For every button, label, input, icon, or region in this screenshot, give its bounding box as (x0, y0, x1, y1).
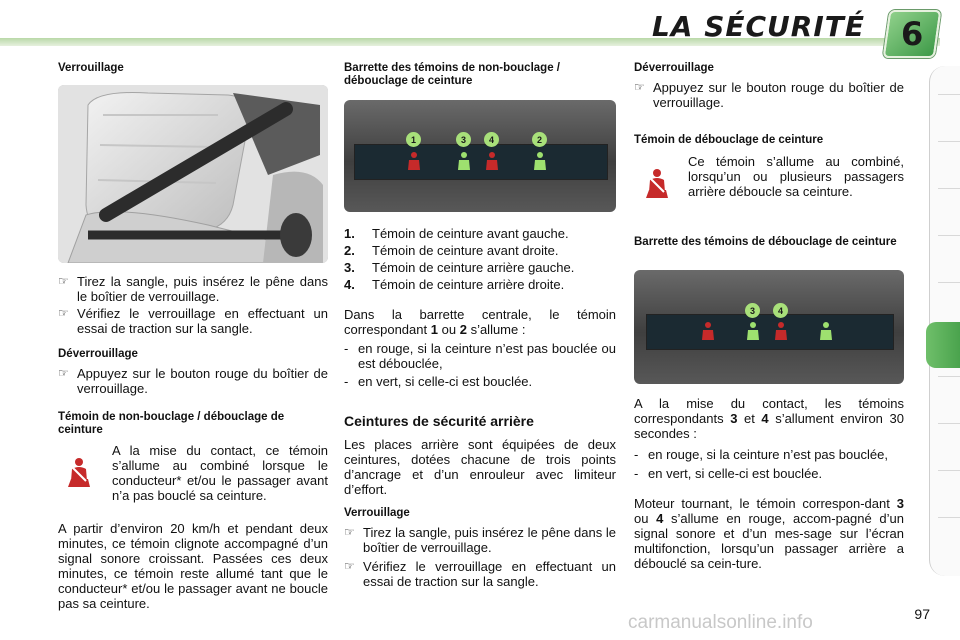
list-item (344, 226, 616, 241)
warning-paragraph: A partir d’environ 20 km/h et pendant deux minutes, ce témoin clignote accompagné d’un signal sonore croissant. Passées ces deux minutes, ce témoin reste allumé tant que le conducteur* et/ou le passager avant ne boucle pas sa ceinture. (58, 521, 328, 611)
seatbelt-red-icon (700, 322, 716, 340)
indicator-number-3: 3 (456, 132, 471, 147)
seat-illustration (58, 85, 328, 263)
dash-marker: - (634, 447, 639, 462)
rear-belts-paragraph: Les places arrière sont équipées de deux ceintures, dotées chacune de trois points d’ancrage et d’un enrouleur avec limiteur d’effort. (344, 437, 616, 497)
side-tab-divider (938, 94, 960, 95)
seatbelt-warning-icon (640, 168, 672, 200)
heading-lock: Verrouillage (58, 62, 124, 74)
heading-unlock: Déverrouillage (58, 348, 138, 360)
side-tab-divider (938, 423, 960, 424)
heading-unbuckle-light: Témoin de débouclage de ceinture (634, 134, 824, 146)
dash-text: en vert, si celle-ci est bouclée. (358, 374, 533, 389)
bullet-text: Tirez la sangle, puis insérez le pêne dans le boîtier de verrouillage. (77, 274, 328, 304)
active-chapter-tab[interactable] (926, 322, 960, 368)
hand-pointer-icon: ☞ (58, 306, 69, 320)
bullet-item (58, 274, 328, 304)
paragraph-number: 4 (656, 511, 664, 526)
indicator-number-2: 2 (532, 132, 547, 147)
watermark: carmanualsonline.info (628, 612, 813, 633)
side-tab-divider (938, 470, 960, 471)
seatbelt-red-icon (773, 322, 789, 340)
dash-item (344, 374, 616, 389)
paragraph-text: ou (441, 322, 457, 337)
paragraph-text: et (743, 411, 755, 426)
bullet-text: Tirez la sangle, puis insérez le pêne dans le boîtier de verrouillage. (363, 525, 616, 555)
chapter-badge (883, 10, 942, 58)
list-text: Témoin de ceinture arrière droite. (372, 277, 565, 292)
seatbelt-red-icon (484, 152, 500, 170)
list-number: 2. (344, 243, 355, 258)
section-title-rear-belts: Ceintures de sécurité arrière (344, 413, 534, 429)
side-tab-divider (938, 141, 960, 142)
list-text: Témoin de ceinture avant droite. (372, 243, 559, 258)
indicator-number-3: 3 (745, 303, 760, 318)
dash-item (344, 341, 616, 371)
dash-marker: - (634, 466, 639, 481)
indicator-number-4: 4 (484, 132, 499, 147)
hand-pointer-icon: ☞ (344, 559, 355, 573)
bullet-text: Appuyez sur le bouton rouge du boîtier de verrouillage. (77, 366, 328, 396)
indicator-screen (646, 314, 894, 350)
paragraph-number: 2 (459, 322, 467, 337)
indicator-paragraph (344, 307, 616, 337)
paragraph-number: 1 (430, 322, 438, 337)
heading-warning-light: Témoin de non-bouclage / débouclage de ceinture (58, 411, 285, 436)
list-item (344, 260, 616, 275)
indicator-bar-panel (344, 100, 616, 212)
column-1-lower (58, 274, 328, 611)
hand-pointer-icon: ☞ (58, 274, 69, 288)
column-3-lower (634, 396, 904, 571)
warning-light-text: A la mise du contact, ce témoin s’allume au combiné lorsque le conducteur* et/ou le passager avant n’a pas bouclé sa ceinture. (112, 443, 328, 503)
paragraph-number: 3 (730, 411, 738, 426)
list-text: Témoin de ceinture avant gauche. (372, 226, 569, 241)
dash-text: en rouge, si la ceinture n’est pas bouclée, (648, 447, 888, 462)
heading-unlock: Déverrouillage (634, 62, 714, 74)
seatbelt-green-icon (818, 322, 834, 340)
column-3 (634, 62, 904, 249)
page-title: LA SÉCURITÉ (651, 10, 865, 43)
heading-indicator-bar: Barrette des témoins de non-bouclage / débouclage de ceinture (344, 62, 560, 87)
seatbelt-green-icon (532, 152, 548, 170)
paragraph-text: s’allument environ 30 secondes : (634, 411, 904, 441)
bullet-text: Vérifiez le verrouillage en effectuant un essai de traction sur la sangle. (363, 559, 616, 589)
side-tab-divider (938, 376, 960, 377)
column-1 (58, 62, 328, 75)
dash-text: en rouge, si la ceinture n’est pas bouclée ou est débouclée, (358, 341, 616, 371)
paragraph-text: s’allume : (470, 322, 526, 337)
seat-belt-photo (58, 85, 328, 263)
unbuckle-light-block (634, 154, 904, 218)
chapter-number: 6 (900, 15, 924, 53)
heading-lock: Verrouillage (344, 507, 410, 519)
dash-marker: - (344, 374, 349, 389)
bullet-item (58, 366, 328, 396)
hand-pointer-icon: ☞ (344, 525, 355, 539)
seatbelt-warning-icon (62, 457, 94, 489)
side-tab-divider (938, 188, 960, 189)
bullet-item (344, 559, 616, 589)
hand-pointer-icon: ☞ (634, 80, 645, 94)
seatbelt-green-icon (745, 322, 761, 340)
paragraph-text: Moteur tournant, le témoin correspon-dant (634, 496, 890, 511)
bullet-text: Appuyez sur le bouton rouge du boîtier de verrouillage. (653, 80, 904, 110)
list-text: Témoin de ceinture arrière gauche. (372, 260, 575, 275)
paragraph-text: Dans la barrette centrale, le témoin correspondant (344, 307, 616, 337)
list-item (344, 277, 616, 292)
paragraph-number: 4 (761, 411, 769, 426)
seatbelt-green-icon (456, 152, 472, 170)
dash-item (634, 466, 904, 481)
bullet-item (634, 80, 904, 110)
paragraph-number: 3 (896, 496, 904, 511)
paragraph-text: s’allume en rouge, accom-pagné d’un signal sonore et d’un mes-sage sur l’écran multifonction, lorsqu’un passager arrière a débouclé sa cein-ture. (634, 511, 904, 571)
column-2 (344, 62, 616, 88)
heading-unbuckle-bar: Barrette des témoins de débouclage de ceinture (634, 236, 897, 248)
list-number: 1. (344, 226, 355, 241)
indicator-number-4: 4 (773, 303, 788, 318)
list-number: 3. (344, 260, 355, 275)
side-tab-divider (938, 235, 960, 236)
indicator-number-1: 1 (406, 132, 421, 147)
column-2-lower (344, 226, 616, 589)
bullet-item (344, 525, 616, 555)
paragraph-text: A la mise du contact, les témoins correspondants (634, 396, 904, 426)
unbuckle-light-text: Ce témoin s’allume au combiné, lorsqu’un ou plusieurs passagers arrière déboucle sa ceinture. (688, 154, 904, 199)
dash-text: en vert, si celle-ci est bouclée. (648, 466, 823, 481)
engine-running-paragraph (634, 496, 904, 571)
indicator-screen (354, 144, 608, 180)
paragraph-text: ou (634, 511, 649, 526)
dash-item (634, 447, 904, 462)
side-tab-divider (938, 517, 960, 518)
unbuckle-paragraph (634, 396, 904, 441)
warning-light-block (58, 443, 328, 511)
page-number: 97 (914, 606, 930, 622)
bullet-item (58, 306, 328, 336)
unbuckle-bar-panel (634, 270, 904, 384)
chapter-side-tabs (929, 66, 960, 576)
bullet-text: Vérifiez le verrouillage en effectuant un essai de traction sur la sangle. (77, 306, 328, 336)
seatbelt-red-icon (406, 152, 422, 170)
list-number: 4. (344, 277, 355, 292)
list-item (344, 243, 616, 258)
dash-marker: - (344, 341, 349, 356)
side-tab-divider (938, 282, 960, 283)
hand-pointer-icon: ☞ (58, 366, 69, 380)
